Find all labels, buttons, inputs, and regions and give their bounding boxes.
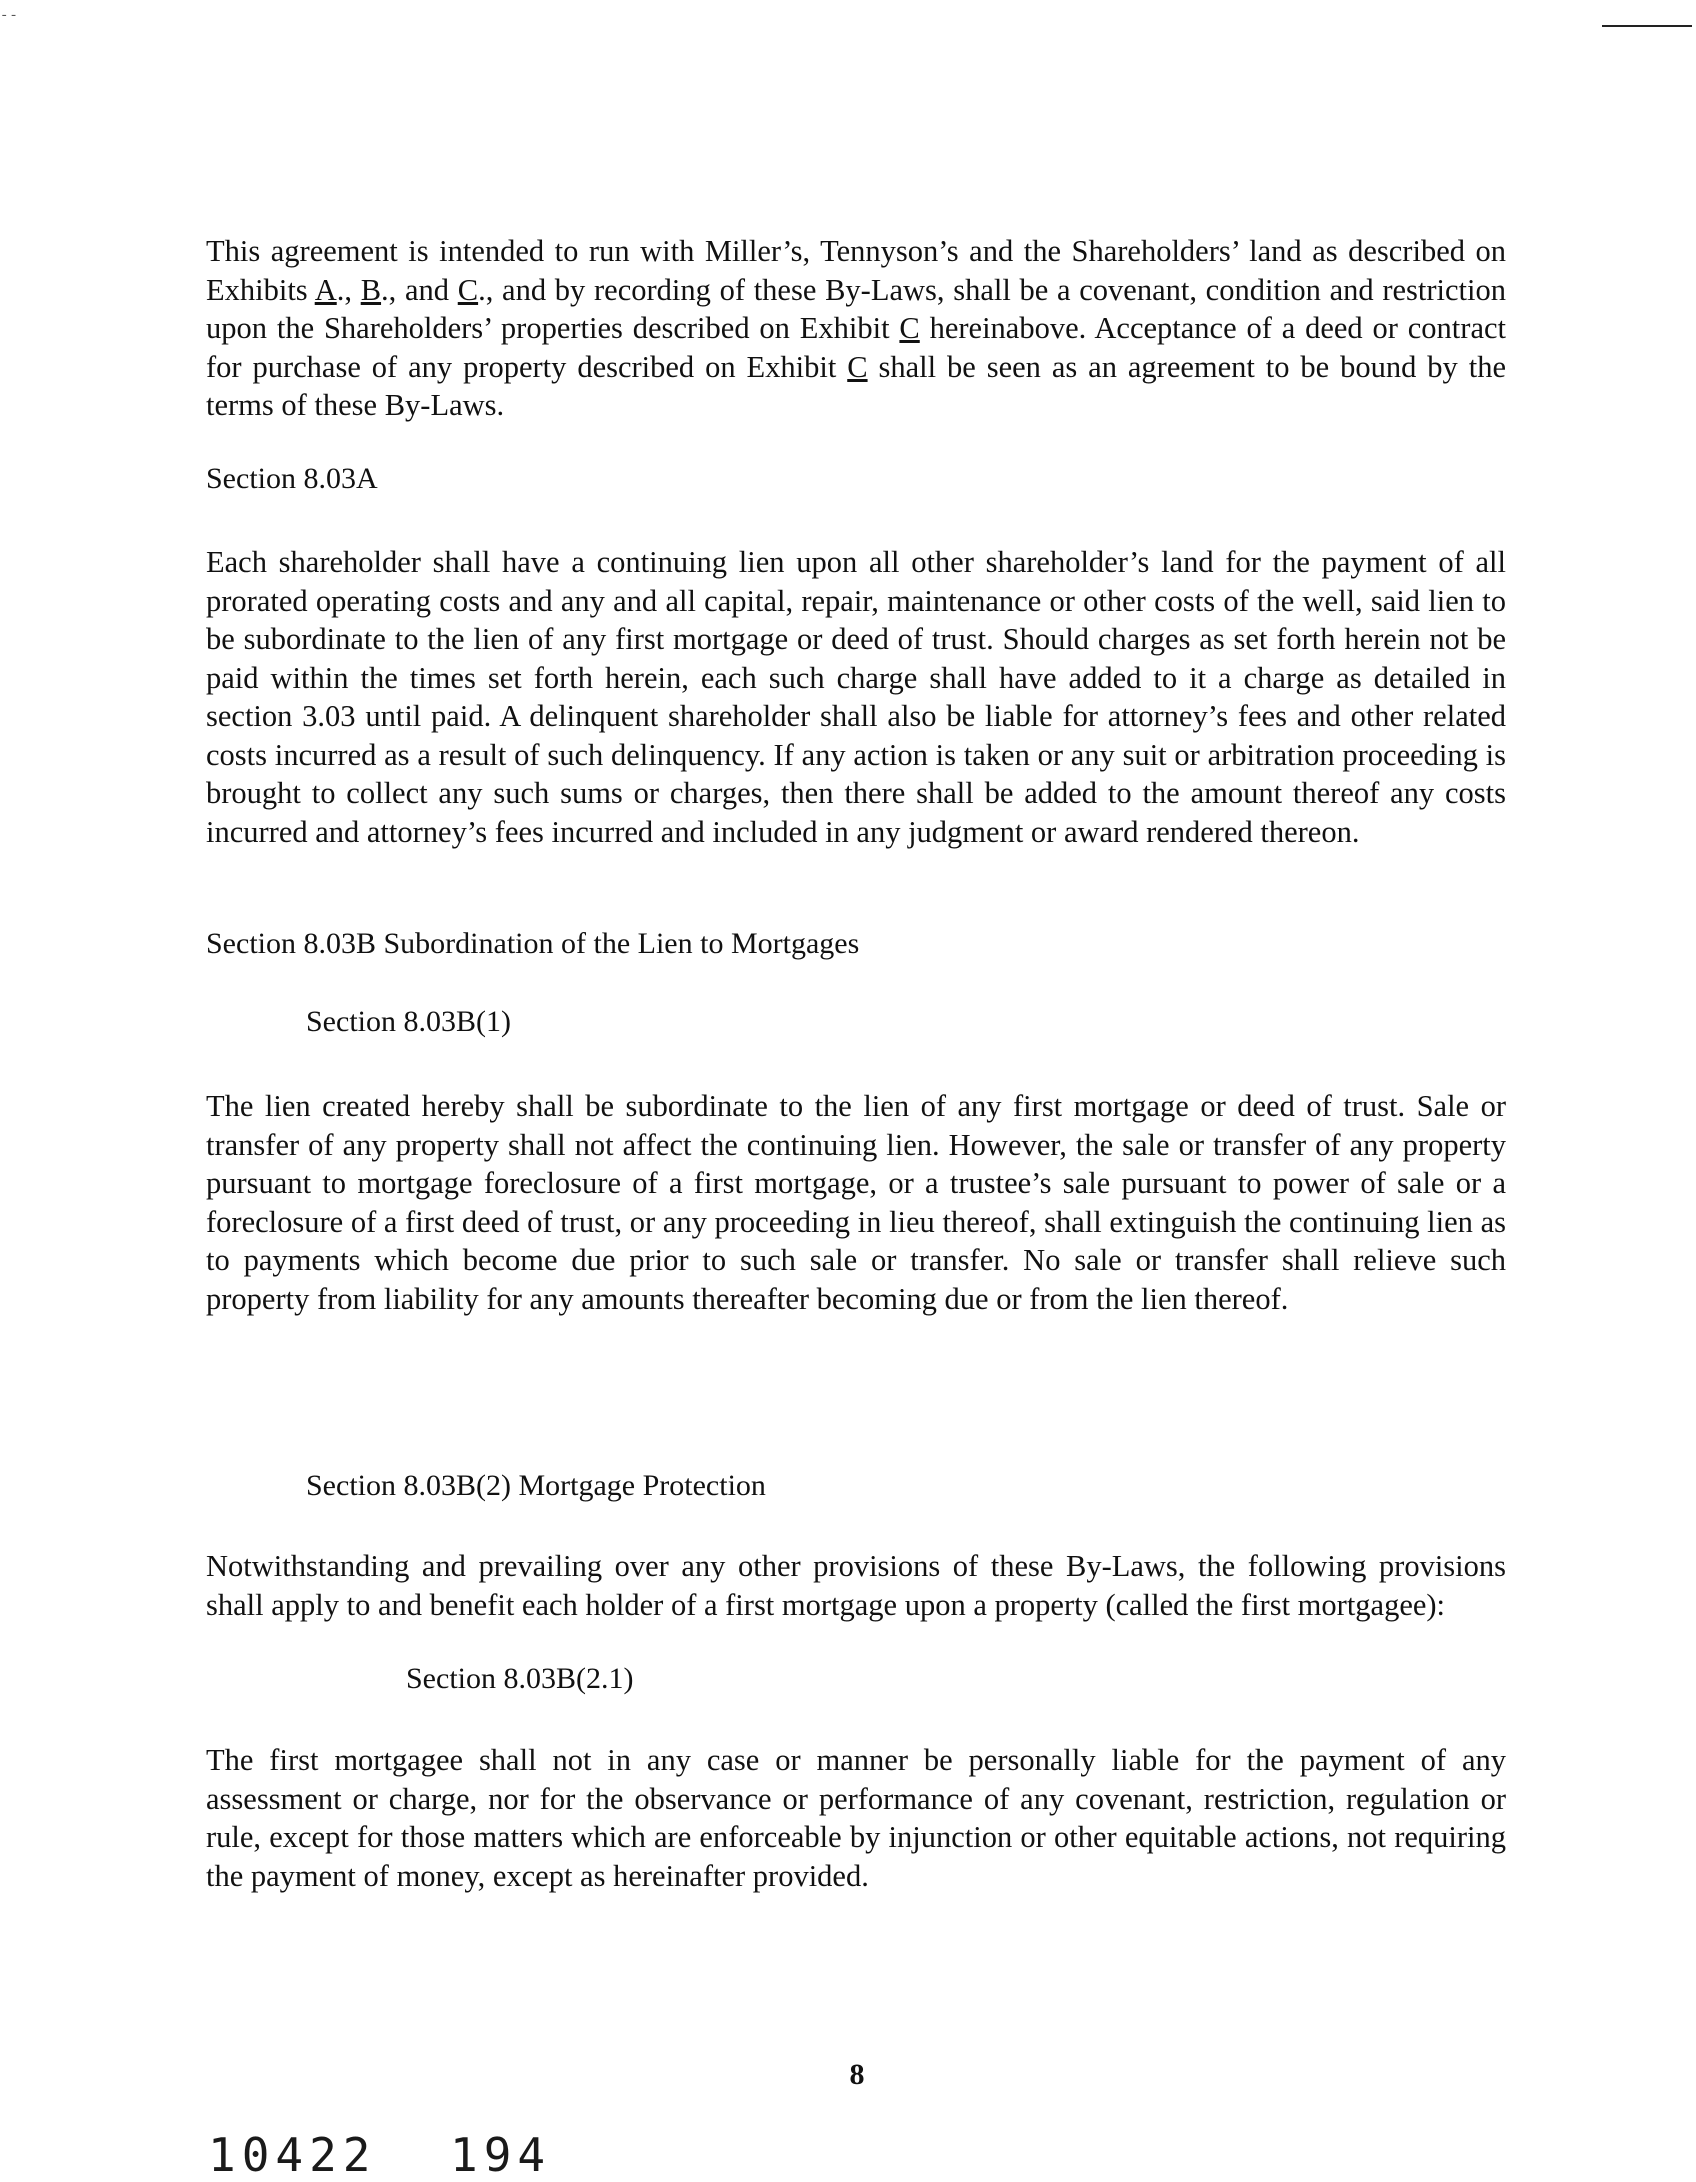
scan-mark-top-left: -- xyxy=(0,8,19,24)
paragraph-covenant-text-2: ., xyxy=(336,272,361,307)
paragraph-covenant-text-5: hereinabove. Acceptance of a deed or contract for purchase of any property described on Exhibit xyxy=(206,311,1506,384)
exhibit-b-ref: B xyxy=(360,272,382,307)
section-body-8-03a: Each shareholder shall have a continuing lien upon all other shareholder’s land for the payment of all prorated operating costs and any and all capital, repair, maintenance or other costs of the well, said lien to be subordinate to the lien of any first mortgage or deed of trust. Should charges as set forth herein not be paid within the times set forth herein, each such charge shall have added to it a charge as detailed in section 3.03 until paid. A delinquent shareholder shall also be liable for attorney’s fees and other related costs incurred as a result of such delinquency. If any action is taken or any suit or arbitration proceeding is brought to collect any such sums or charges, then there shall be added to the amount thereof any costs incurred and attorney’s fees incurred and included in any judgment or award rendered thereon. xyxy=(206,545,1506,849)
exhibit-c-ref: C xyxy=(457,272,479,307)
section-heading-8-03a: Section 8.03A xyxy=(206,462,378,495)
section-heading-8-03b1: Section 8.03B(1) xyxy=(306,1005,511,1038)
paragraph-covenant-text-3: ., and xyxy=(381,272,458,307)
section-heading-8-03b: Section 8.03B Subordination of the Lien to Mortgages xyxy=(206,927,860,960)
scan-rule-top-right xyxy=(1602,25,1692,27)
exhibit-c-ref: C xyxy=(899,311,920,345)
section-body-8-03b2: Notwithstanding and prevailing over any other provisions of these By-Laws, the following provisions shall apply to and benefit each holder of a first mortgage upon a property (called the first mortgagee): xyxy=(206,1549,1506,1622)
section-heading-8-03b2: Section 8.03B(2) Mortgage Protection xyxy=(306,1469,766,1502)
recording-page-number: 194 xyxy=(450,2128,552,2182)
paragraph-covenant xyxy=(206,232,1506,425)
recording-book-number: 10422 xyxy=(208,2128,377,2182)
paragraph-covenant-text-4: ., and by recording of these By-Laws, shall be a covenant, condition and restriction upon the Shareholders’ properties described on Exhibit xyxy=(206,272,1506,345)
paragraph-covenant-text-6: shall be seen as an agreement to be bound by the terms of these By-Laws. xyxy=(206,349,1506,422)
section-body-8-03b2-1: The first mortgagee shall not in any case or manner be personally liable for the payment of any assessment or charge, nor for the observance or performance of any covenant, restriction, regulation or rule, except for those matters which are enforceable by injunction or other equitable actions, not requiring the payment of money, except as hereinafter provided. xyxy=(206,1743,1506,1893)
section-heading-8-03b2-1: Section 8.03B(2.1) xyxy=(406,1662,634,1695)
exhibit-c-ref: C xyxy=(847,349,868,384)
exhibit-a-ref: A xyxy=(314,272,337,307)
page-number: 8 xyxy=(849,2058,865,2091)
paragraph-covenant-text-1: This agreement is intended to run with Miller’s, Tennyson’s and the Shareholders’ land as described on Exhibits xyxy=(206,234,1506,307)
section-body-8-03b1: The lien created hereby shall be subordinate to the lien of any first mortgage or deed of trust. Sale or transfer of any property shall not affect the continuing lien. However, the sale or transfer of any property pursuant to mortgage foreclosure of a first mortgage, or a trustee’s sale pursuant to power of sale or a foreclosure of a first deed of trust, or any proceeding in lieu thereof, shall extinguish the continuing lien as to payments which become due prior to such sale or transfer. No sale or transfer shall relieve such property from liability for any amounts thereafter becoming due or from the lien thereof. xyxy=(206,1089,1506,1316)
